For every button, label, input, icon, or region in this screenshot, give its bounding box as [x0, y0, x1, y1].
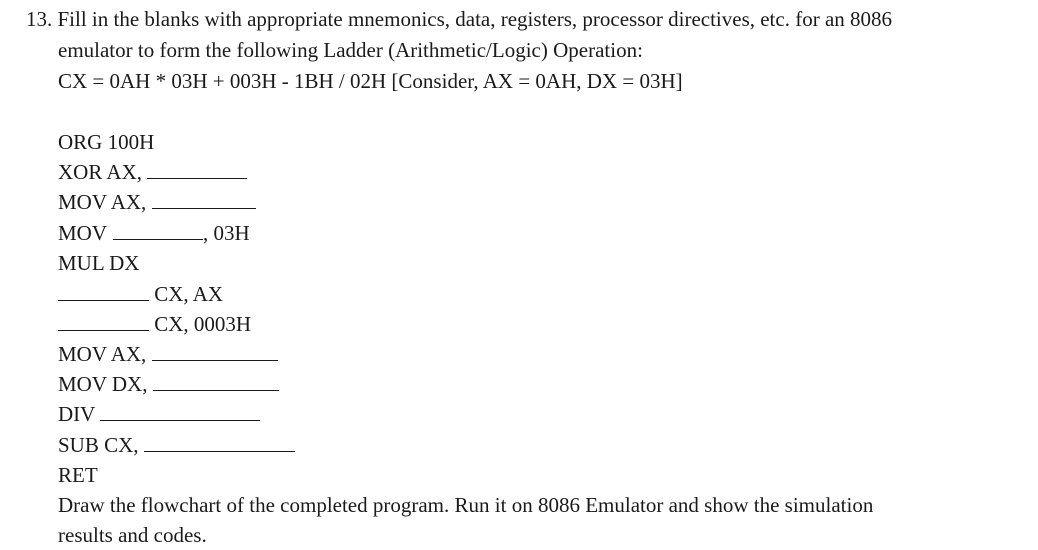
- code-mov: MOV: [58, 221, 108, 245]
- code-add2-operands: CX, 0003H: [154, 312, 252, 336]
- footer-text-2: results and codes.: [58, 523, 207, 547]
- code-add2-line: [58, 312, 251, 336]
- code-add1-operands: CX, AX: [154, 282, 224, 306]
- question-number: 13.: [26, 7, 53, 31]
- code-mov-dx-line: [58, 372, 279, 396]
- question-line-1: [26, 7, 892, 31]
- blank-sub[interactable]: [144, 433, 295, 452]
- code-org: ORG 100H: [58, 130, 155, 154]
- blank-mov-register[interactable]: [113, 221, 203, 240]
- footer-text-1: Draw the flowchart of the completed program. Run it on 8086 Emulator and show the simulation: [58, 493, 874, 517]
- blank-div[interactable]: [100, 402, 260, 421]
- code-sub-line: [58, 433, 295, 457]
- code-div-line: [58, 402, 260, 426]
- code-mov-ax: MOV AX,: [58, 190, 147, 214]
- code-mov-suffix: , 03H: [203, 221, 250, 245]
- code-add1-line: [58, 282, 223, 306]
- code-mov-dx: MOV DX,: [58, 372, 148, 396]
- question-text-2: emulator to form the following Ladder (Arithmetic/Logic) Operation:: [58, 38, 643, 62]
- code-div: DIV: [58, 402, 95, 426]
- code-xor-line: [58, 160, 247, 184]
- code-mov-ax-line: [58, 190, 256, 214]
- blank-mov-ax2[interactable]: [152, 342, 278, 361]
- code-mov-line: [58, 221, 250, 245]
- blank-mov-dx[interactable]: [153, 372, 279, 391]
- question-text-1: Fill in the blanks with appropriate mnemonics, data, registers, processor directives, etc. for an 8086: [57, 7, 893, 31]
- code-ret: RET: [58, 463, 98, 487]
- code-mul: MUL DX: [58, 251, 140, 275]
- blank-mov-ax[interactable]: [152, 190, 256, 209]
- code-sub: SUB CX,: [58, 433, 139, 457]
- code-mov-ax2: MOV AX,: [58, 342, 147, 366]
- code-mov-ax2-line: [58, 342, 278, 366]
- blank-mnemonic-1[interactable]: [58, 282, 149, 301]
- blank-xor[interactable]: [147, 160, 247, 179]
- question-equation: CX = 0AH * 03H + 003H - 1BH / 02H [Consider, AX = 0AH, DX = 03H]: [58, 69, 683, 93]
- code-xor: XOR AX,: [58, 160, 143, 184]
- blank-mnemonic-2[interactable]: [58, 312, 149, 331]
